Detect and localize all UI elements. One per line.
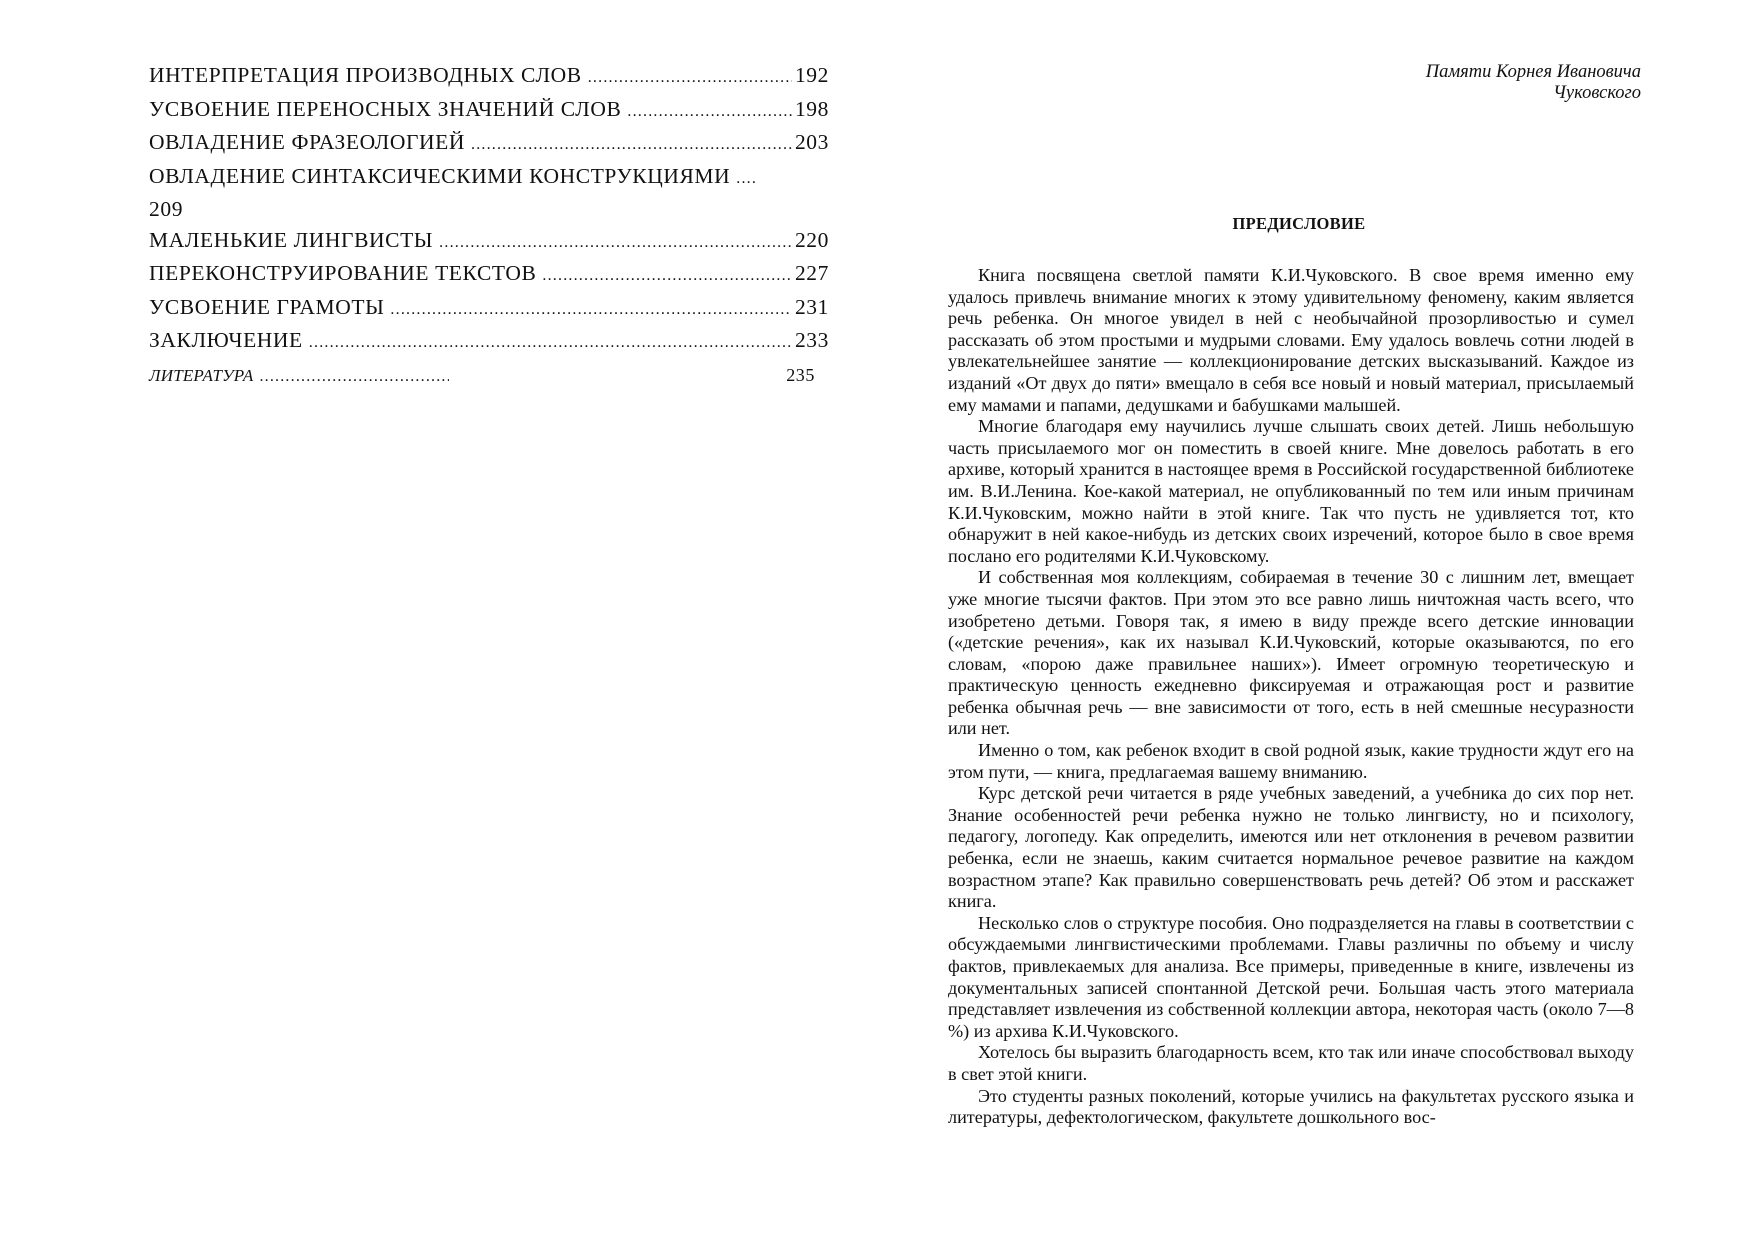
right-page [876, 0, 1753, 1241]
toc-leader-dots [309, 328, 792, 359]
toc-entry-title: УСВОЕНИЕ ГРАМОТЫ [149, 294, 385, 319]
toc-entry-title: ОВЛАДЕНИЕ ФРАЗЕОЛОГИЕЙ [149, 130, 465, 154]
toc-entry [149, 258, 829, 292]
toc-entry-title: ПЕРЕКОНСТРУИРОВАНИЕ ТЕКСТОВ [149, 261, 537, 285]
toc-entry [149, 127, 829, 161]
table-of-contents [149, 60, 829, 391]
toc-entry [149, 225, 829, 259]
toc-entry [149, 325, 829, 359]
toc-leader-dots [259, 363, 449, 391]
dedication [1241, 62, 1641, 104]
toc-leader-dots [439, 228, 792, 259]
toc-entry-page: 220 [794, 227, 829, 252]
toc-entry-page: 192 [794, 63, 829, 87]
toc-entry-page: 231 [794, 294, 829, 319]
toc-entry [149, 94, 829, 128]
toc-entry [149, 292, 829, 326]
preface-heading: ПРЕДИСЛОВИЕ [1232, 214, 1366, 233]
paragraph: Курс детской речи читается в ряде учебных заведений, а учебника до сих пор нет. Знание особенностей речи ребенка нужно не только лингвисту, но и психологу, педагогу, логопеду. Как определить, имеются или нет отклонения в речевом развитии ребенка, если не знаешь, каким считается нормальное речевое развитие на каждом возрастном этапе? Как правильно совершенствовать речь детей? Об этом и расскажет книга. [948, 783, 1634, 912]
paragraph: И собственная моя коллекциям, собираемая в течение 30 с лишним лет, вмещает уже многие тысячи фактов. При этом это все равно лишь ничтожная часть всего, что изобретено детьми. Говоря так, я имею в виду прежде всего детские инновации («детские речения», как их называл К.И.Чуковский, которые оказываются, по его словам, «порою даже правильнее наших»). Имеет огромную теоретическую и практическую ценность ежедневно фиксируемая и отражающая рост и развитие ребенка обычная речь — вне зависимости от того, есть в ней смешные несуразности или нет. [948, 567, 1634, 739]
paragraph: Хотелось бы выразить благодарность всем, кто так или иначе способствовал выходу в свет этой книги. [948, 1042, 1634, 1084]
toc-entry-page: 203 [794, 130, 829, 154]
preface-body [948, 265, 1634, 1129]
paragraph: Это студенты разных поколений, которые учились на факультетах русского языка и литературы, дефектологическом, факультете дошкольного вос- [948, 1085, 1634, 1128]
toc-entry-page: 209 [149, 197, 184, 221]
toc-entry-title: ЗАКЛЮЧЕНИЕ [149, 328, 303, 352]
toc-entry-title: МАЛЕНЬКИЕ ЛИНГВИСТЫ [149, 227, 434, 252]
paragraph: Многие благодаря ему научились лучше слышать своих детей. Лишь небольшую часть присылаемого мог он поместить в своей книге. Мне довелось работать в его архиве, который хранится в настоящее время в Российской государственной библиотеке им. В.И.Ленина. Кое-какой материал, не опубликованный по тем или иным причинам К.И.Чуковским, можно найти в этой книге. Так что пусть не удивляется тот, кто обнаружит в ней какое-нибудь из детских своих изречений, которое было в свое время послано его родителями К.И.Чуковскому. [948, 416, 1634, 566]
toc-entry-title: ОВЛАДЕНИЕ СИНТАКСИЧЕСКИМИ КОНСТРУКЦИЯМИ [149, 163, 731, 188]
toc-leader-dots: .... [736, 169, 758, 187]
toc-entry-title: УСВОЕНИЕ ПЕРЕНОСНЫХ ЗНАЧЕНИЙ СЛОВ [149, 96, 622, 121]
toc-entry [149, 60, 829, 94]
toc-leader-dots [542, 261, 792, 292]
left-page [0, 0, 876, 1241]
paragraph: Именно о том, как ребенок входит в свой родной язык, какие трудности ждут его на этом пути, — книга, предлагаемая вашему вниманию. [948, 740, 1634, 782]
toc-entry [149, 161, 829, 225]
toc-leader-dots [390, 295, 792, 326]
toc-entry-title: ЛИТЕРАТУРА [149, 365, 254, 385]
paragraph: Несколько слов о структуре пособия. Оно подразделяется на главы в соответствии с обсуждаемыми лингвистическими проблемами. Главы различны по объему и числу фактов, привлекаемых для анализа. Все примеры, приведенные в книге, извлечены из документальных записей спонтанной Детской речи. Большая часть этого материала представляет извлечения из собственной коллекции автора, некоторая часть (около 7—8 %) из архива К.И.Чуковского. [948, 912, 1634, 1041]
toc-leader-dots [588, 63, 792, 94]
toc-leader-dots [627, 97, 792, 128]
toc-leader-dots [471, 130, 792, 161]
toc-entry-title: ИНТЕРПРЕТАЦИЯ ПРОИЗВОДНЫХ СЛОВ [149, 63, 582, 87]
toc-entry-page: 235 [786, 364, 815, 385]
toc-entry-page: 233 [794, 328, 829, 352]
toc-entry [149, 361, 829, 391]
dedication-line: Чуковского [1553, 83, 1641, 103]
toc-entry-page: 198 [794, 96, 829, 121]
paragraph: Книга посвящена светлой памяти К.И.Чуковского. В свое время именно ему удалось привлечь внимание многих к этому удивительному феномену, каким является речь ребенка. Он многое увидел в ней с необычайной прозорливостью и сумел рассказать об этом простыми и мудрыми словами. Ему удалось вовлечь сотни людей в увлекательнейшее занятие — коллекционирование детских высказываний. Каждое из изданий «От двух до пяти» вмещало в себя все новый и новый материал, присылаемый ему мамами и папами, дедушками и бабушками малышей. [948, 265, 1634, 415]
dedication-line: Памяти Корнея Ивановича [1425, 62, 1641, 82]
toc-entry-page: 227 [794, 261, 829, 285]
